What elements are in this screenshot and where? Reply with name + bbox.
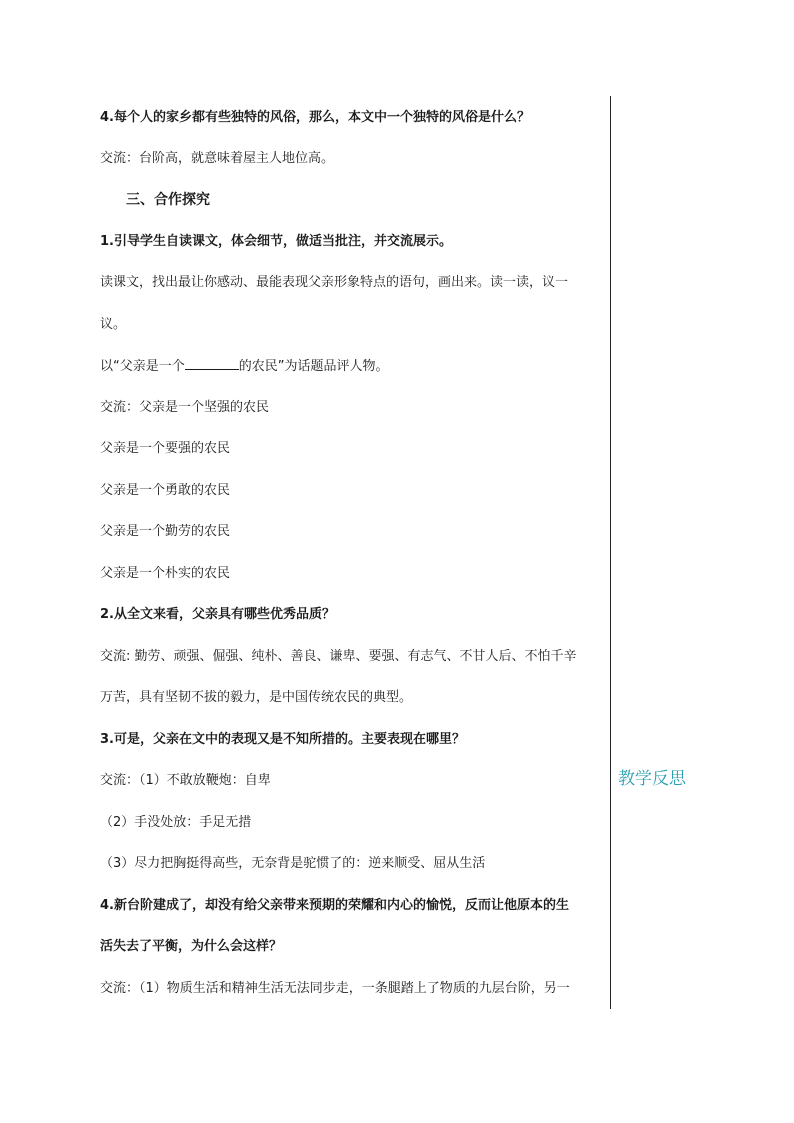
topic-prompt-start: 以“父亲是一个 <box>100 359 185 374</box>
teaching-reflection-label: 教学反思 <box>618 769 686 789</box>
question-4-custom: 4.每个人的家乡都有些独特的风俗，那么，本文中一个独特的风俗是什么？ <box>100 110 530 125</box>
answer-strong: 交流：父亲是一个坚强的农民 <box>100 400 270 415</box>
question-3-behavior: 3.可是，父亲在文中的表现又是不知所措的。主要表现在哪里？ <box>100 732 465 747</box>
question-2-qualities: 2.从全文来看，父亲具有哪些优秀品质？ <box>100 607 335 622</box>
answer-behavior-1: 交流：（1）不敢放鞭炮：自卑 <box>100 773 271 788</box>
topic-prompt-end: 的农民”为话题品评人物。 <box>238 359 389 374</box>
answer-behavior-3: （3）尽力把胸挺得高些，无奈背是驼惯了的：逆来顺受、屈从生活 <box>100 856 486 871</box>
answer-ambitious: 父亲是一个要强的农民 <box>100 441 231 456</box>
answer-simple: 父亲是一个朴实的农民 <box>100 566 231 581</box>
column-divider <box>610 96 611 1009</box>
question-4-balance-line-1: 4.新台阶建成了，却没有给父亲带来预期的荣耀和内心的愉悦，反而让他原本的生 <box>100 898 569 913</box>
answer-qualities-line-1: 交流: 勤劳、顽强、倔强、纯朴、善良、谦卑、要强、有志气、不甘人后、不怕千辛 <box>100 649 577 664</box>
section-heading-cooperative-inquiry: 三、合作探究 <box>126 192 210 208</box>
topic-prompt <box>100 357 389 376</box>
answer-behavior-2: （2）手没处放：手足无措 <box>100 815 252 830</box>
instruction-reading-line-2: 议。 <box>100 317 127 332</box>
answer-balance-line-1: 交流：（1）物质生活和精神生活无法同步走，一条腿踏上了物质的九层台阶，另一 <box>100 981 570 996</box>
answer-custom: 交流：台阶高，就意味着屋主人地位高。 <box>100 151 335 166</box>
answer-qualities-line-2: 万苦，具有坚韧不拔的毅力，是中国传统农民的典型。 <box>100 690 413 705</box>
answer-brave: 父亲是一个勇敢的农民 <box>100 483 231 498</box>
fill-in-blank <box>185 357 239 370</box>
answer-hardworking: 父亲是一个勤劳的农民 <box>100 524 231 539</box>
instruction-reading-line-1: 读课文，找出最让你感动、最能表现父亲形象特点的语句，画出来。读一读，议一 <box>100 275 569 290</box>
question-4-balance-line-2: 活失去了平衡，为什么会这样？ <box>100 939 283 954</box>
task-1-self-reading: 1.引导学生自读课文，体会细节，做适当批注，并交流展示。 <box>100 234 452 249</box>
